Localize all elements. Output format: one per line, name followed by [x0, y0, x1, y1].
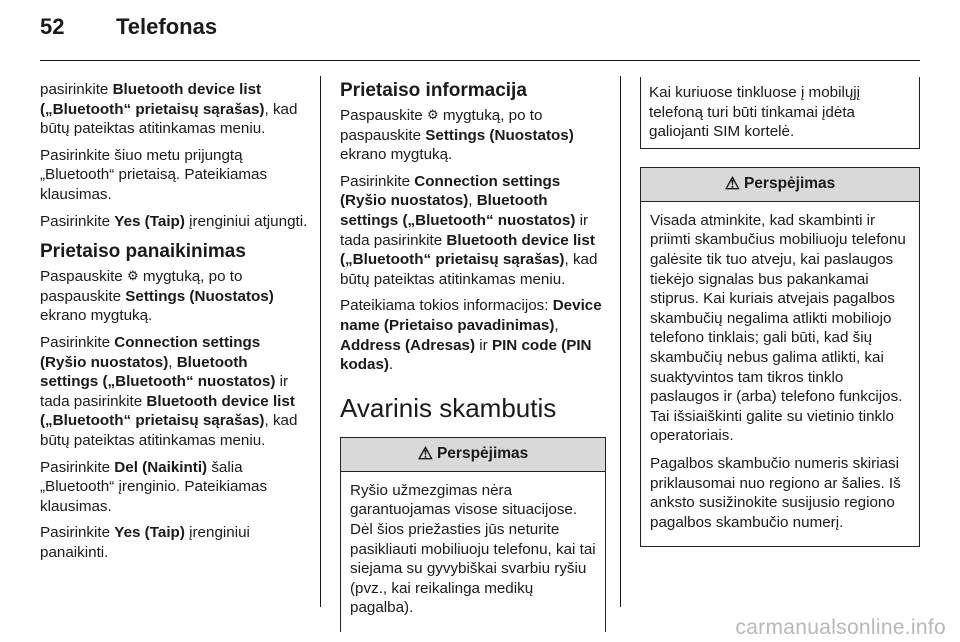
- paragraph: Pasirinkite Connection settings (Ryšio nuostatos), Bluetooth settings („Bluetooth“ nuostatos) ir tada pasirinkite Bluetooth device list („Bluetooth“ prietaisų sąrašas), kad būtų pateiktas atitinkamas meniu.: [40, 333, 298, 449]
- section-heading-remove-device: Prietaiso panaikinimas: [40, 241, 246, 263]
- column-left: [40, 80, 308, 569]
- settings-gear-icon: ⚙: [126, 268, 139, 284]
- warning-title: Perspėjimas: [743, 175, 836, 193]
- warning-box: [640, 167, 920, 548]
- warning-box: [340, 437, 606, 632]
- warning-triangle-icon: ⚠: [417, 444, 433, 464]
- column-right: [640, 77, 920, 547]
- header-divider: [40, 60, 920, 61]
- page-number: 52: [40, 14, 65, 39]
- warning-text: Ryšio užmezgimas nėra garantuojamas visose situacijose. Dėl šios priežasties jūs neturite pasikliauti mobiliuoju telefonu, kai tai siejama su gyvybiškai svarbiu ryšiu (pvz., kai reikalinga medikų pagalba).: [350, 481, 596, 617]
- warning-text: Pagalbos skambučio numeris skiriasi priklausomai nuo regiono ar šalies. Iš anksto susižinokite susijusio regiono pagalbos skambučio numerį.: [650, 454, 901, 531]
- paragraph: Paspauskite ⚙ mygtuką, po to paspauskite Settings (Nuostatos) ekrano mygtuką.: [40, 268, 274, 325]
- note-text: Kai kuriuose tinkluose į mobilųjį telefoną turi būti tinkamai įdėta galiojanti SIM kortelė.: [649, 84, 861, 141]
- paragraph: Pasirinkite šiuo metu prijungtą „Bluetooth“ prietaisą. Pateikiamas klausimas.: [40, 146, 268, 203]
- paragraph: Paspauskite ⚙ mygtuką, po to paspauskite Settings (Nuostatos) ekrano mygtuką.: [340, 107, 574, 164]
- warning-triangle-icon: ⚠: [724, 174, 740, 194]
- warning-text: Visada atminkite, kad skambinti ir priimti skambučius mobiliuoju telefonu galėsite tik tuo atveju, kai paslaugos tiekėjo signalas bus pakankamai stiprus. Kai kuriais atvejais pagalbos skambučių negalima atlikti mobiliojo telefono tinklais; gali būti, kad šių skambučių nebus galima atlikti, kai suaktyvintos tam tikros tinklo paslaugos ir (arba) telefono funkcijos. Tai išsiaiškinti galite su vietinio tinklo operatoriais.: [650, 211, 906, 445]
- watermark: carmanualsonline.info: [735, 616, 946, 639]
- section-heading-emergency-call: Avarinis skambutis: [340, 392, 557, 423]
- warning-body: [341, 472, 605, 632]
- column-middle: [340, 80, 608, 632]
- warning-header: [341, 438, 605, 472]
- warning-title: Perspėjimas: [436, 445, 529, 463]
- note-box: [640, 77, 920, 149]
- paragraph: Pasirinkite Yes (Taip) įrenginiui atjungti.: [40, 212, 308, 230]
- settings-gear-icon: ⚙: [426, 107, 439, 122]
- section-heading-device-info: Prietaiso informacija: [340, 80, 527, 101]
- paragraph: Pateikiama tokios informacijos: Device name (Prietaiso pavadinimas), Address (Adresas) ir PIN code (PIN kodas).: [340, 297, 602, 374]
- page-title: Telefonas: [116, 14, 218, 39]
- page-header: [40, 14, 920, 60]
- paragraph: Pasirinkite Yes (Taip) įrenginiui panaikinti.: [40, 524, 250, 561]
- paragraph: Pasirinkite Del (Naikinti) šalia „Bluetooth“ įrenginio. Pateikiamas klausimas.: [40, 458, 268, 515]
- warning-header: [641, 168, 919, 202]
- column-divider-right: [620, 76, 621, 607]
- warning-body: [641, 202, 919, 547]
- column-divider-left: [320, 76, 321, 607]
- paragraph: Pasirinkite Connection settings (Ryšio nuostatos), Bluetooth settings („Bluetooth“ nuostatos) ir tada pasirinkite Bluetooth device list („Bluetooth“ prietaisų sąrašas), kad būtų pateiktas atitinkamas meniu.: [340, 172, 598, 288]
- paragraph: pasirinkite Bluetooth device list („Bluetooth“ prietaisų sąrašas), kad būtų pateiktas atitinkamas meniu.: [40, 81, 298, 138]
